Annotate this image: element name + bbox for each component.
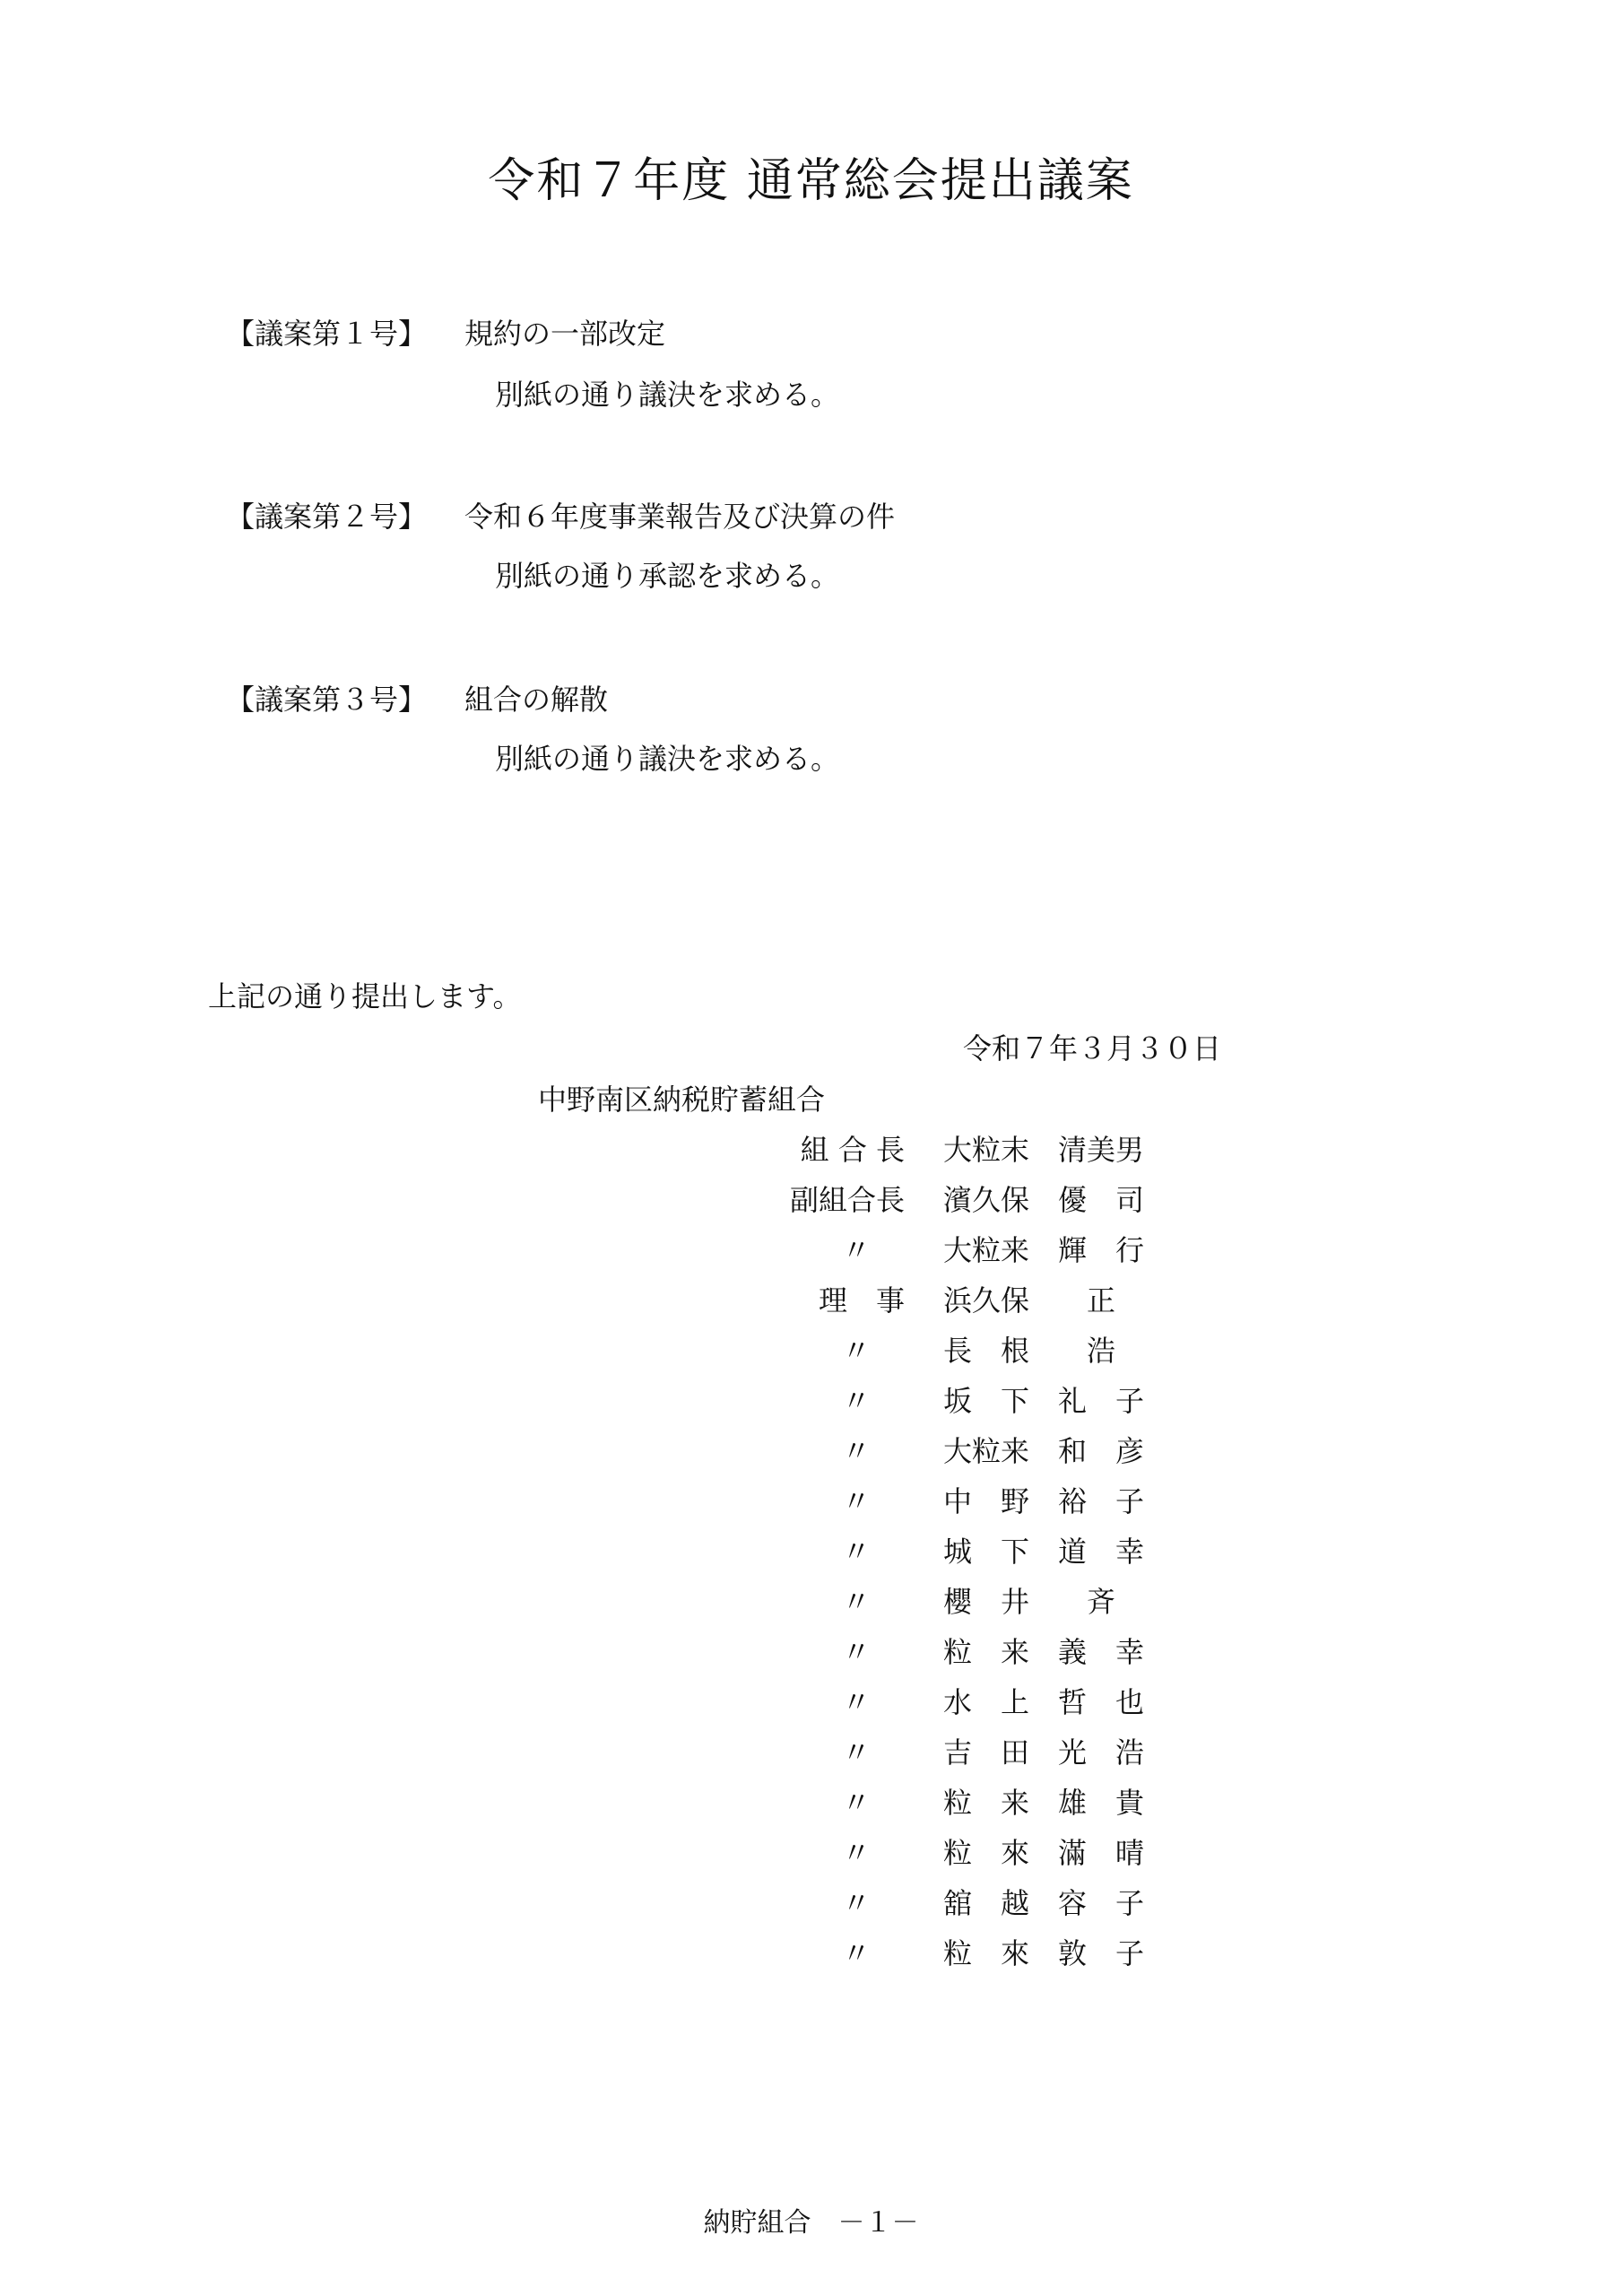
officer-name: 水 上 哲 也 — [943, 1685, 1145, 1719]
officer-row — [0, 1434, 1622, 1473]
proposal-2-label: 【議案第２号】 — [226, 500, 428, 534]
officer-role: 〃 — [841, 1535, 871, 1569]
officer-role: 〃 — [841, 1434, 871, 1468]
officer-row — [0, 1336, 1622, 1372]
proposal-3-subject: 組合の解散 — [464, 683, 609, 717]
officer-name: 粒 來 敦 子 — [943, 1936, 1145, 1970]
officer-name: 濱久保 優 司 — [943, 1183, 1145, 1217]
document-title: 令和７年度 通常総会提出議案 — [488, 154, 1134, 208]
submission-date: 令和７年３月３０日 — [963, 1031, 1222, 1065]
proposal-3-resolution: 別紙の通り議決を求める。 — [495, 742, 840, 776]
officer-row — [0, 1886, 1622, 1925]
officer-role: 組 合 長 — [800, 1133, 905, 1167]
officer-row — [0, 1635, 1622, 1674]
proposal-1-subject: 規約の一部改定 — [464, 317, 666, 351]
officer-row — [0, 1685, 1622, 1724]
officer-role: 〃 — [841, 1635, 871, 1669]
officer-role: 〃 — [841, 1685, 871, 1719]
officer-row — [0, 1537, 1622, 1573]
officer-name: 浜久保 正 — [943, 1283, 1116, 1318]
officer-role: 〃 — [841, 1786, 871, 1820]
proposal-1-resolution: 別紙の通り議決を求める。 — [495, 378, 840, 412]
officer-name: 中 野 裕 子 — [943, 1484, 1145, 1518]
proposal-3-label: 【議案第３号】 — [226, 683, 428, 717]
officer-row — [0, 1836, 1622, 1874]
officer-role: 〃 — [841, 1585, 871, 1619]
page-footer: 納貯組合 －１－ — [703, 2207, 919, 2239]
officer-role: 〃 — [841, 1735, 871, 1770]
officer-name: 吉 田 光 浩 — [943, 1735, 1145, 1770]
organization-name: 中野南区納税貯蓄組合 — [538, 1083, 826, 1117]
officer-row — [0, 1587, 1622, 1623]
officer-row — [0, 1384, 1622, 1422]
officer-name: 大粒末 清美男 — [943, 1133, 1145, 1167]
officer-row — [0, 1936, 1622, 1975]
officer-role: 〃 — [841, 1836, 871, 1870]
officer-role: 〃 — [841, 1484, 871, 1518]
officer-name: 坂 下 礼 子 — [943, 1384, 1145, 1418]
officer-name: 櫻 井 斉 — [943, 1585, 1116, 1619]
officer-row — [0, 1183, 1622, 1222]
officer-row — [0, 1788, 1622, 1824]
officer-name: 長 根 浩 — [943, 1334, 1116, 1368]
officer-row — [0, 1135, 1622, 1171]
officer-name: 粒 来 義 幸 — [943, 1635, 1145, 1669]
officer-name: 城 下 道 幸 — [943, 1535, 1145, 1569]
officer-role: 〃 — [841, 1384, 871, 1418]
proposal-1-label: 【議案第１号】 — [226, 317, 428, 351]
officer-role: 副組合長 — [789, 1183, 905, 1217]
submission-statement: 上記の通り提出します。 — [208, 979, 522, 1013]
officer-role: 理 事 — [818, 1283, 905, 1318]
officer-row — [0, 1233, 1622, 1272]
officer-name: 大粒来 和 彦 — [943, 1434, 1145, 1468]
officer-name: 粒 來 滿 晴 — [943, 1836, 1145, 1870]
officer-role: 〃 — [841, 1233, 871, 1267]
proposal-2-resolution: 別紙の通り承認を求める。 — [495, 559, 840, 593]
proposal-2-subject: 令和６年度事業報告及び決算の件 — [464, 500, 896, 534]
officer-name: 大粒来 輝 行 — [943, 1233, 1145, 1267]
officer-row — [0, 1735, 1622, 1774]
officer-role: 〃 — [841, 1334, 871, 1368]
officer-name: 舘 越 容 子 — [943, 1886, 1145, 1920]
officer-row — [0, 1283, 1622, 1322]
officer-role: 〃 — [841, 1936, 871, 1970]
officer-name: 粒 来 雄 貴 — [943, 1786, 1145, 1820]
officer-row — [0, 1484, 1622, 1523]
officer-role: 〃 — [841, 1886, 871, 1920]
